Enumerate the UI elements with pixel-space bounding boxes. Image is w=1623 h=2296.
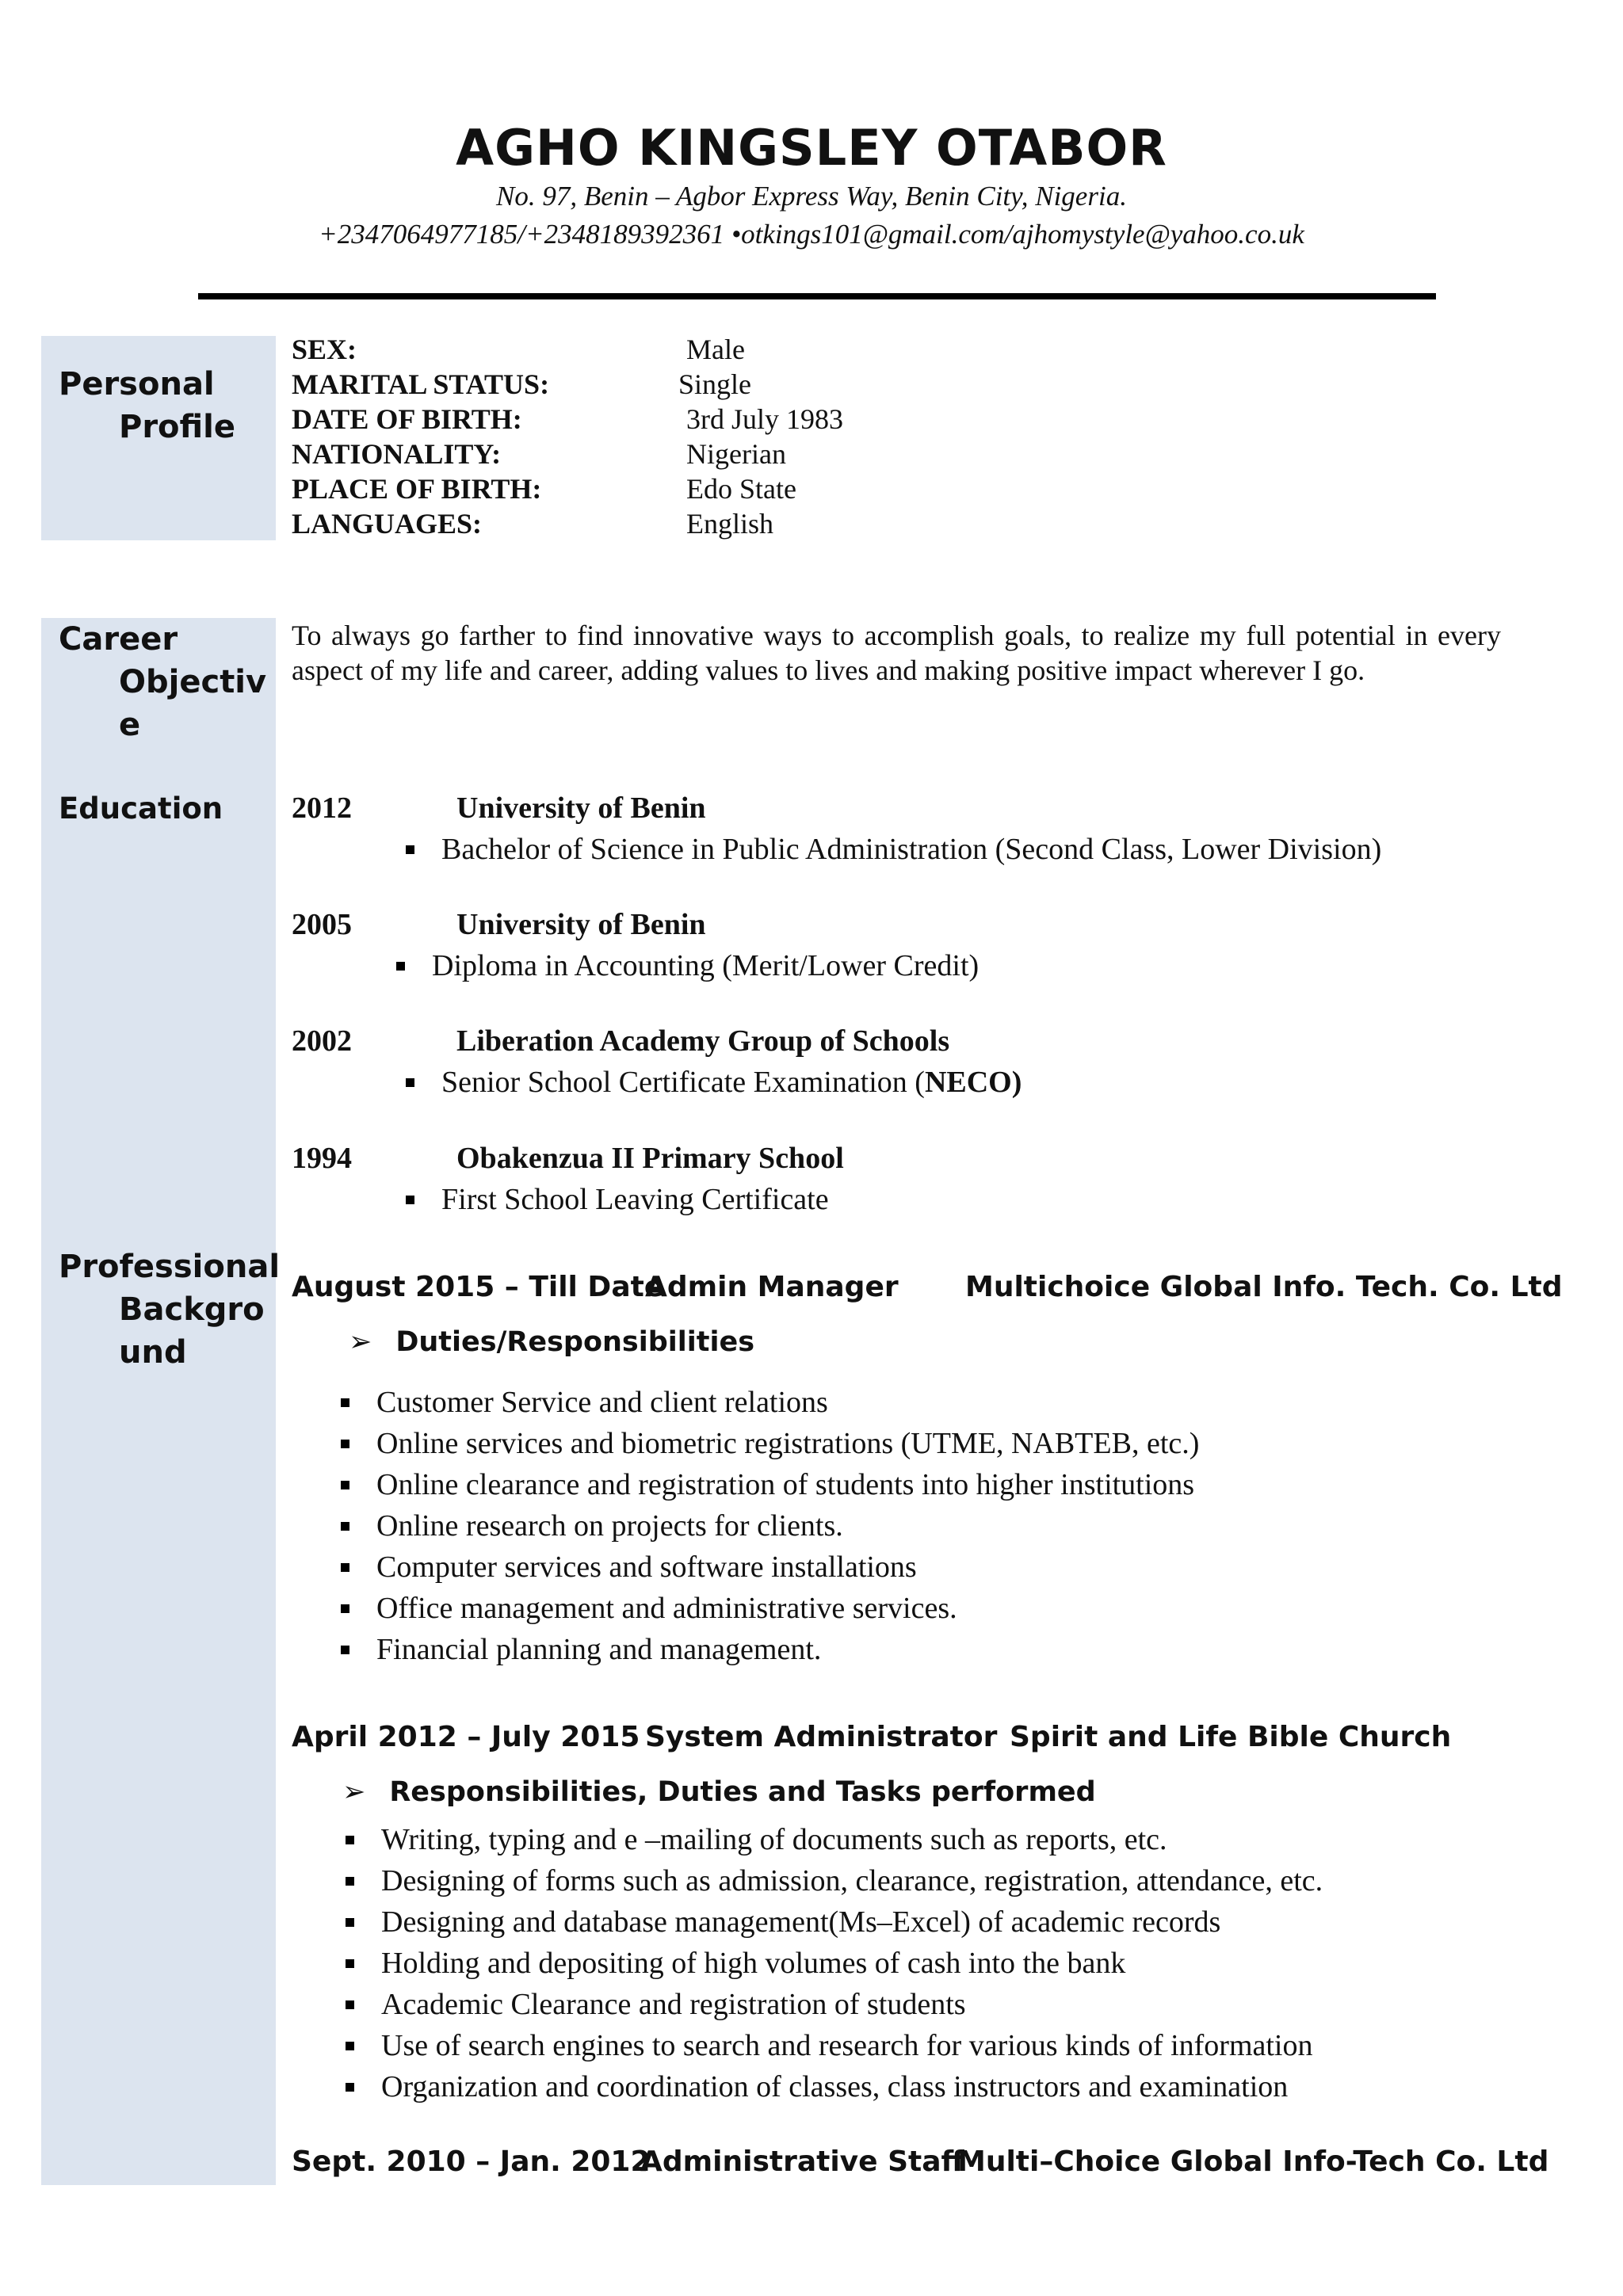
profile-label-sex: SEX:	[292, 334, 357, 365]
education-year: 2012	[292, 791, 352, 825]
bullet-square-icon	[341, 1522, 349, 1531]
bullet-square-icon	[406, 1078, 414, 1087]
job-subheading	[342, 1776, 1096, 1808]
bullet-square-icon	[341, 1440, 349, 1448]
bullet-square-icon	[341, 1604, 349, 1613]
arrow-bullet-icon: ➢	[349, 1326, 372, 1357]
job-date: Sept. 2010 – Jan. 2012	[292, 2145, 651, 2178]
profile-value-sex: Male	[686, 334, 745, 365]
bullet-square-icon	[341, 1481, 349, 1489]
list-item-text: Organization and coordination of classes, class instructors and examination	[381, 2070, 1289, 2103]
bullet-square-icon	[346, 1918, 354, 1927]
section-label-professional-background	[59, 1245, 280, 1374]
job-duties-list	[341, 1382, 1199, 1670]
list-item	[346, 2025, 1323, 2066]
section-label-line: e	[119, 707, 141, 743]
bullet-square-icon	[346, 2000, 354, 2009]
education-year: 2005	[292, 908, 352, 941]
list-item-text: Designing of forms such as admission, clearance, registration, attendance, etc.	[381, 1864, 1323, 1897]
job-title: Admin Manager	[645, 1271, 899, 1303]
job-duties-list	[346, 1819, 1323, 2107]
list-item	[341, 1382, 1199, 1423]
bullet-square-icon	[346, 1877, 354, 1886]
contact-line: +2347064977185/+2348189392361 •otkings101@gmail.com/ajhomystyle@yahoo.co.uk	[319, 219, 1304, 250]
education-year: 1994	[292, 1142, 352, 1175]
job-subheading-text: Duties/Responsibilities	[395, 1326, 755, 1358]
section-label-line: Profile	[119, 409, 236, 445]
job-title: Administrative Staff	[640, 2145, 964, 2178]
list-item	[341, 1629, 1199, 1670]
list-item-text: Online research on projects for clients.	[376, 1509, 843, 1543]
education-qualification	[406, 1182, 829, 1217]
section-label-line: Personal	[59, 366, 215, 402]
bullet-square-icon	[346, 2083, 354, 2092]
profile-label-date-of-birth: DATE OF BIRTH:	[292, 403, 522, 435]
profile-value-date-of-birth: 3rd July 1983	[686, 403, 843, 435]
profile-label-marital-status: MARITAL STATUS:	[292, 368, 550, 400]
job-organization: Multi–Choice Global Info-Tech Co. Ltd	[957, 2145, 1549, 2178]
list-item	[346, 1984, 1323, 2025]
section-label-line: Career	[59, 621, 178, 658]
bullet-square-icon	[406, 845, 414, 854]
list-item	[346, 1943, 1323, 1984]
section-label-line: und	[119, 1334, 187, 1371]
header-divider	[198, 293, 1436, 299]
bullet-square-icon	[341, 1398, 349, 1407]
profile-value-marital-status: Single	[678, 368, 752, 400]
education-qualification-bold: NECO)	[924, 1066, 1022, 1099]
list-item	[341, 1505, 1199, 1547]
bullet-square-icon	[341, 1646, 349, 1654]
list-item	[346, 1901, 1323, 1943]
education-qualification-text: Diploma in Accounting (Merit/Lower Credit)	[432, 949, 980, 982]
section-label-line: Professional	[59, 1249, 281, 1285]
profile-value-nationality: Nigerian	[686, 438, 786, 470]
profile-label-place-of-birth: PLACE OF BIRTH:	[292, 473, 542, 505]
education-school: Obakenzua II Primary School	[456, 1142, 844, 1175]
job-subheading-text: Responsibilities, Duties and Tasks performed	[389, 1776, 1096, 1808]
education-qualification-text: Bachelor of Science in Public Administration (Second Class, Lower Division)	[441, 833, 1382, 866]
section-label-personal-profile	[59, 363, 235, 448]
education-qualification	[406, 1065, 1022, 1100]
list-item-text: Holding and depositing of high volumes of cash into the bank	[381, 1947, 1126, 1980]
bullet-square-icon	[346, 2042, 354, 2050]
career-objective-text: To always go farther to find innovative ways to accomplish goals, to realize my full potential in every aspect of my life and career, adding values to lives and making positive impact wherever I go.	[292, 620, 1501, 686]
bullet-square-icon	[406, 1196, 414, 1204]
section-label-line: Objectiv	[119, 664, 267, 700]
bullet-square-icon	[346, 1836, 354, 1844]
list-item	[346, 1860, 1323, 1901]
job-organization: Multichoice Global Info. Tech. Co. Ltd	[965, 1271, 1563, 1303]
list-item	[341, 1547, 1199, 1588]
list-item	[341, 1588, 1199, 1629]
job-date: August 2015 – Till Date	[292, 1271, 664, 1303]
list-item-text: Financial planning and management.	[376, 1633, 822, 1666]
profile-label-languages: LANGUAGES:	[292, 508, 483, 540]
list-item-text: Computer services and software installations	[376, 1550, 917, 1584]
list-item	[346, 1819, 1323, 1860]
list-item-text: Customer Service and client relations	[376, 1386, 828, 1419]
list-item-text: Online services and biometric registrations (UTME, NABTEB, etc.)	[376, 1427, 1200, 1460]
list-item-text: Online clearance and registration of students into higher institutions	[376, 1468, 1195, 1501]
job-organization: Spirit and Life Bible Church	[1010, 1721, 1452, 1753]
profile-value-languages: English	[686, 508, 774, 540]
section-label-line: Backgro	[119, 1291, 265, 1328]
education-year: 2002	[292, 1024, 352, 1058]
section-label-education: Education	[59, 791, 223, 826]
list-item-text: Writing, typing and e –mailing of documents such as reports, etc.	[381, 1823, 1167, 1856]
section-label-career-objective	[59, 618, 266, 746]
list-item-text: Use of search engines to search and research for various kinds of information	[381, 2029, 1313, 2062]
job-subheading	[349, 1326, 754, 1358]
profile-label-nationality: NATIONALITY:	[292, 438, 502, 470]
bullet-square-icon	[346, 1959, 354, 1968]
job-title: System Administrator	[645, 1721, 998, 1753]
education-qualification-text: Senior School Certificate Examination (	[441, 1066, 925, 1099]
list-item-text: Designing and database management(Ms–Excel) of academic records	[381, 1905, 1221, 1939]
list-item	[341, 1464, 1199, 1505]
sidebar-main	[41, 618, 276, 2185]
education-school: University of Benin	[456, 791, 706, 825]
education-qualification-text: First School Leaving Certificate	[441, 1183, 829, 1216]
profile-value-place-of-birth: Edo State	[686, 473, 796, 505]
list-item-text: Office management and administrative services.	[376, 1592, 957, 1625]
bullet-square-icon	[396, 962, 405, 971]
education-school: Liberation Academy Group of Schools	[456, 1024, 950, 1058]
arrow-bullet-icon: ➢	[342, 1776, 366, 1807]
bullet-square-icon	[341, 1563, 349, 1572]
candidate-name: AGHO KINGSLEY OTABOR	[456, 119, 1167, 177]
education-school: University of Benin	[456, 908, 706, 941]
list-item-text: Academic Clearance and registration of students	[381, 1988, 966, 2021]
education-qualification	[406, 832, 1381, 867]
job-date: April 2012 – July 2015	[292, 1721, 640, 1753]
list-item	[341, 1423, 1199, 1464]
list-item	[346, 2066, 1323, 2107]
address-line: No. 97, Benin – Agbor Express Way, Benin City, Nigeria.	[496, 181, 1127, 212]
education-qualification	[396, 948, 979, 983]
